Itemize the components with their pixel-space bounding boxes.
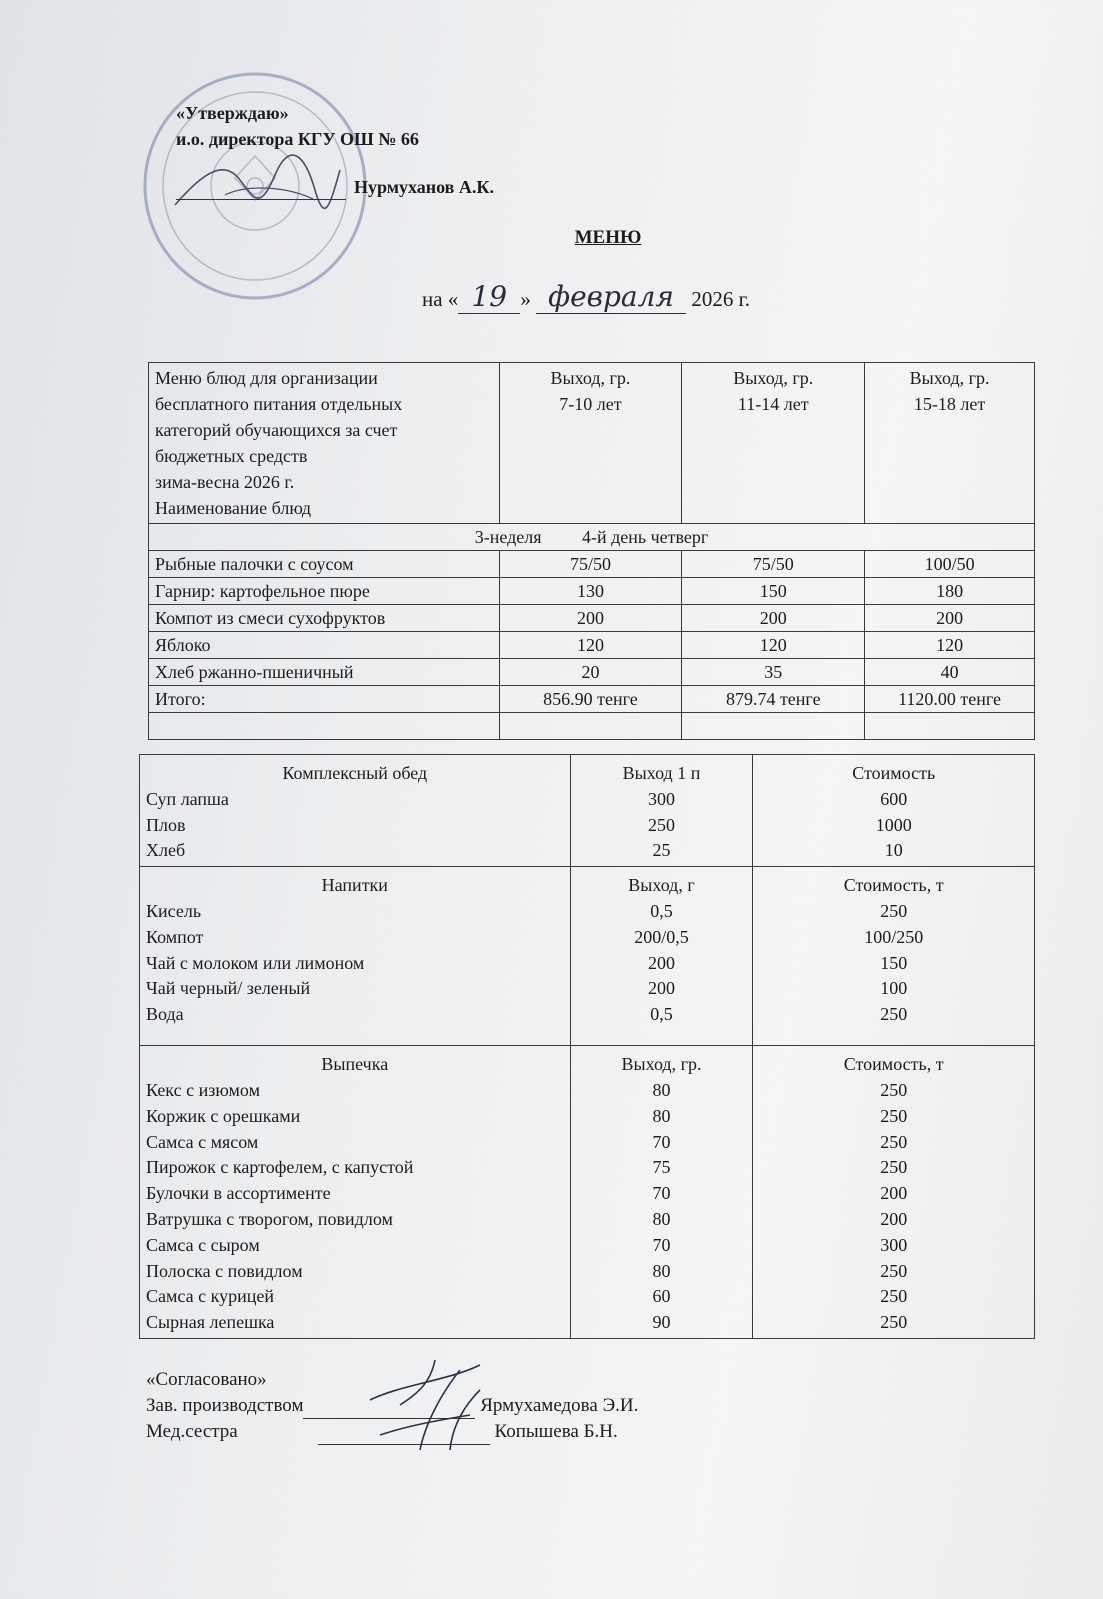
approval-block [176, 100, 494, 200]
bakery-section [140, 1046, 1035, 1339]
approval-position: и.о. директора КГУ ОШ № 66 [176, 129, 419, 149]
approval-heading: «Утверждаю» [176, 103, 289, 123]
header-age-11-14: Выход, гр. 11-14 лет [682, 363, 865, 524]
agreement-block [146, 1367, 638, 1445]
drinks-items: Напитки Кисель Компот Чай с молоком или лимоном Чай черный/ зеленый Вода [140, 867, 571, 1046]
header-age-15-18: Выход, гр. 15-18 лет [865, 363, 1035, 524]
drinks-section [140, 867, 1035, 1046]
week-day-row: 3-неделя 4-й день четверг [149, 524, 1035, 551]
bakery-items: Выпечка Кекс с изюмом Коржик с орешками Самса с мясом Пирожок с картофелем, с капустой Булочки в ассортименте Ватрушка с творогом, повидлом Самса с сыром Полоска с повидлом Самса с курицей Сырная лепешка [140, 1046, 571, 1339]
date-mid: » [520, 287, 531, 311]
production-head-name: Ярмухамедова Э.И. [480, 1395, 639, 1416]
header-age-7-10: Выход, гр. 7-10 лет [499, 363, 682, 524]
lunch-section [140, 755, 1035, 867]
table-row: Рыбные палочки с соусом 75/50 75/50 100/50 [149, 551, 1035, 578]
table-row: Компот из смеси сухофруктов 200 200 200 [149, 605, 1035, 632]
lunch-cost: Стоимость 600 1000 10 [753, 755, 1035, 867]
lunch-output: Выход 1 п 300 250 25 [570, 755, 753, 867]
drinks-cost: Стоимость, т 250 100/250 150 100 250 [753, 867, 1035, 1046]
signature-line [318, 1425, 490, 1445]
empty-row [149, 713, 1035, 740]
date-year: 2026 г. [691, 287, 751, 311]
drinks-output: Выход, г 0,5 200/0,5 200 200 0,5 [570, 867, 753, 1046]
nurse-name: Копышева Б.Н. [494, 1421, 618, 1442]
table-row: Гарнир: картофельное пюре 130 150 180 [149, 578, 1035, 605]
approval-signatory: Нурмуханов А.К. [354, 177, 494, 197]
date-month: февраля [536, 280, 686, 314]
table-row: Яблоко 120 120 120 [149, 632, 1035, 659]
table-row: Хлеб ржанно-пшеничный 20 35 40 [149, 659, 1035, 686]
production-head-label: Зав. производством [146, 1395, 304, 1416]
date-line [422, 280, 750, 314]
bakery-cost: Стоимость, т 250 250 250 250 200 200 300 250 250 250 [753, 1046, 1035, 1339]
bakery-output: Выход, гр. 80 80 70 75 70 80 70 80 60 90 [570, 1046, 753, 1339]
agreed-heading: «Согласовано» [146, 1369, 267, 1390]
nurse-label: Мед.сестра [146, 1421, 238, 1442]
date-day: 19 [458, 280, 520, 314]
signature-line [176, 181, 346, 200]
header-description: Меню блюд для организации бесплатного питания отдельных категорий обучающихся за счет бюджетных средств зима-весна 2026 г. Наименование блюд [149, 363, 500, 524]
page-title: МЕНЮ [574, 227, 642, 248]
free-meal-table [148, 362, 1035, 740]
date-prefix: на « [422, 287, 459, 311]
total-row: Итого: 856.90 тенге 879.74 тенге 1120.00 тенге [149, 686, 1035, 713]
buffet-table [139, 754, 1035, 1339]
lunch-items: Комплексный обед Суп лапша Плов Хлеб [140, 755, 571, 867]
signature-line [303, 1399, 475, 1419]
table-header-row [149, 363, 1035, 524]
